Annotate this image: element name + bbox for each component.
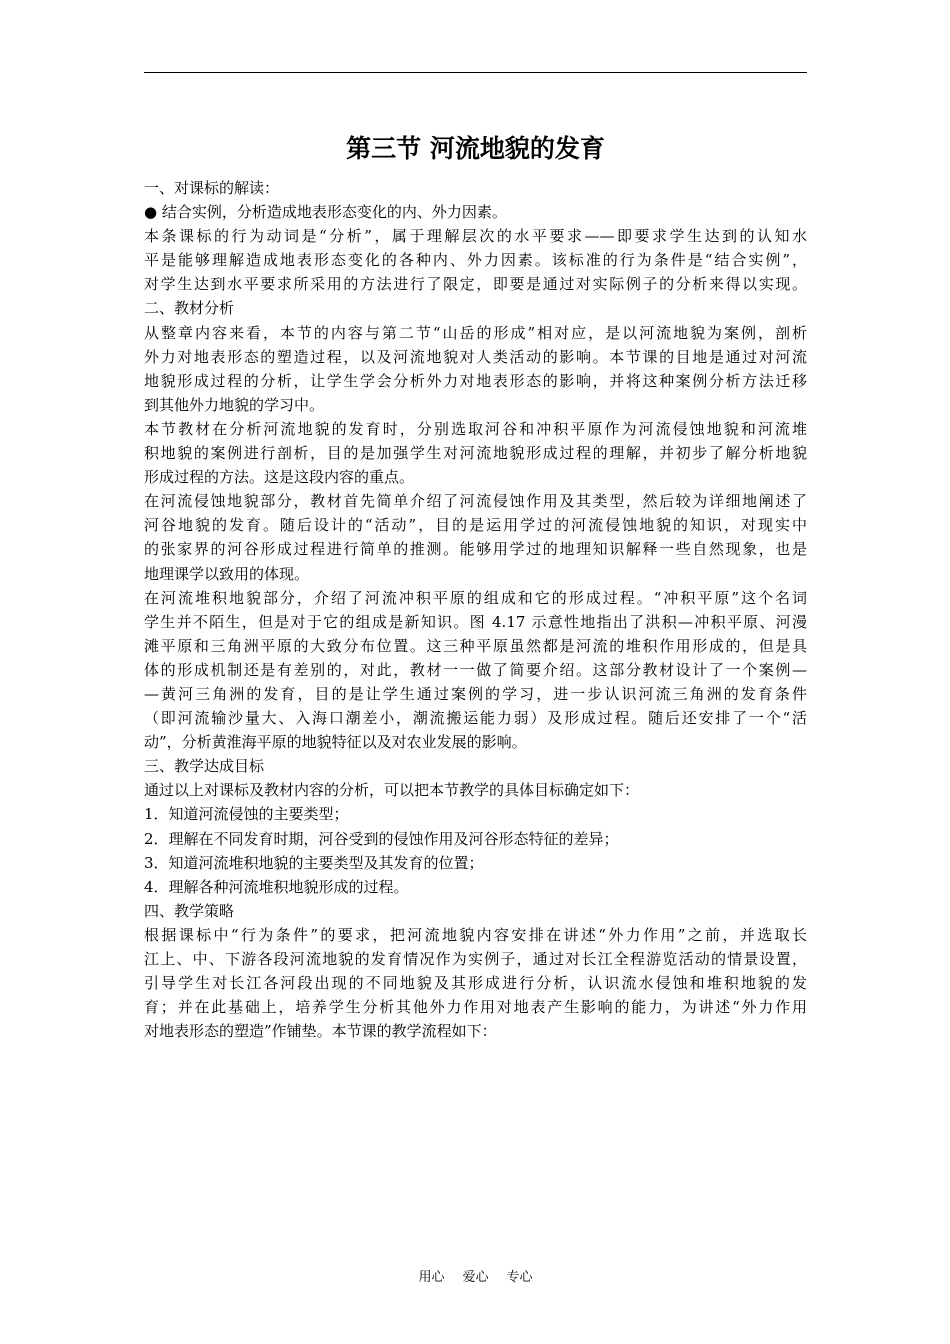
text-line: 滩平原和三角洲平原的大致分布位置。这三种平原虽然都是河流的堆积作用形成的，但是具 bbox=[144, 636, 807, 655]
text-line: 从整章内容来看，本节的内容与第二节“山岳的形成”相对应，是以河流地貌为案例，剖析 bbox=[144, 323, 807, 342]
text-line: 学生并不陌生，但是对于它的组成是新知识。图 4.17 示意性地指出了洪积—冲积平原、河漫 bbox=[144, 612, 807, 631]
page-footer bbox=[144, 1268, 807, 1288]
text-line: 外力对地表形态的塑造过程，以及河流地貌对人类活动的影响。本节课的目地是通过对河流 bbox=[144, 347, 807, 366]
text-line: 2．理解在不同发育时期，河谷受到的侵蚀作用及河谷形态特征的差异； bbox=[144, 829, 619, 848]
text-line: 地理课学以致用的体现。 bbox=[144, 564, 310, 583]
text-line: 二、教材分析 bbox=[144, 299, 235, 318]
text-line: 的张家界的河谷形成过程进行简单的推测。能够用学过的地理知识解释一些自然现象，也是 bbox=[144, 540, 807, 559]
text-line: —黄河三角洲的发育，目的是让学生通过案例的学习，进一步认识河流三角洲的发育条件 bbox=[144, 684, 807, 703]
footer-motto: 用心 bbox=[418, 1270, 445, 1285]
text-line: 积地貌的案例进行剖析，目的是加强学生对河流地貌形成过程的理解，并初步了解分析地貌 bbox=[144, 444, 807, 463]
text-line: （即河流输沙量大、入海口潮差小，潮流搬运能力弱）及形成过程。随后还安排了一个“活 bbox=[144, 709, 807, 728]
text-line: 平是能够理解造成地表形态变化的各种内、外力因素。该标准的行为条件是“结合实例”， bbox=[144, 251, 807, 270]
text-line: 在河流侵蚀地貌部分，教材首先简单介绍了河流侵蚀作用及其类型，然后较为详细地阐述了 bbox=[144, 492, 807, 511]
text-line: 到其他外力地貌的学习中。 bbox=[144, 395, 325, 414]
page-title: 第三节 河流地貌的发育 bbox=[346, 134, 605, 163]
footer-motto: 专心 bbox=[506, 1270, 533, 1285]
text-line: 江上、中、下游各段河流地貌的发育情况作为实例子，通过对长江全程游览活动的情景设置， bbox=[144, 950, 807, 968]
text-line: 引导学生对长江各河段出现的不同地貌及其形成进行分析，认识流水侵蚀和堆积地貌的发 bbox=[144, 974, 807, 993]
text-line: 形成过程的方法。这是这段内容的重点。 bbox=[144, 468, 415, 487]
text-line: 4．理解各种河流堆积地貌形成的过程。 bbox=[144, 877, 409, 896]
text-line: 育；并在此基础上，培养学生分析其他外力作用对地表产生影响的能力，为讲述“外力作用 bbox=[144, 998, 807, 1017]
document-body bbox=[144, 176, 807, 1043]
text-line: 本条课标的行为动词是“分析”，属于理解层次的水平要求——即要求学生达到的认知水 bbox=[144, 227, 807, 246]
footer-motto: 爱心 bbox=[462, 1270, 489, 1285]
text-line: 本节教材在分析河流地貌的发育时，分别选取河谷和冲积平原作为河流侵蚀地貌和河流堆 bbox=[144, 419, 807, 438]
text-line: 在河流堆积地貌部分，介绍了河流冲积平原的组成和它的形成过程。“冲积平原”这个名词 bbox=[144, 588, 807, 607]
text-line: 对学生达到水平要求所采用的方法进行了限定，即要是通过对实际例子的分析来得以实现。 bbox=[144, 275, 807, 294]
text-line: 1．知道河流侵蚀的主要类型； bbox=[144, 805, 349, 824]
text-line: 四、教学策略 bbox=[144, 901, 235, 920]
text-line: 体的形成机制还是有差别的，对此，教材一一做了简要介绍。这部分教材设计了一个案例— bbox=[144, 660, 807, 679]
text-line: 三、教学达成目标 bbox=[144, 757, 265, 776]
text-line: 河谷地貌的发育。随后设计的“活动”，目的是运用学过的河流侵蚀地貌的知识，对现实中 bbox=[144, 516, 807, 535]
header-rule bbox=[144, 72, 807, 73]
text-line: 通过以上对课标及教材内容的分析，可以把本节教学的具体目标确定如下： bbox=[144, 781, 640, 800]
text-line: 对地表形态的塑造”作铺垫。本节课的教学流程如下： bbox=[144, 1022, 497, 1041]
text-line: 一、对课标的解读： bbox=[144, 179, 280, 197]
text-line: 根据课标中“行为条件”的要求，把河流地貌内容安排在讲述“外力作用”之前，并选取长 bbox=[144, 925, 807, 944]
text-line: 地貌形成过程的分析，让学生学会分析外力对地表形态的影响，并将这种案例分析方法迁移 bbox=[144, 371, 807, 390]
text-line: 3．知道河流堆积地貌的主要类型及其发育的位置； bbox=[144, 853, 484, 872]
text-line: ● 结合实例，分析造成地表形态变化的内、外力因素。 bbox=[144, 203, 507, 222]
text-line: 动”，分析黄淮海平原的地貌特征以及对农业发展的影响。 bbox=[144, 733, 527, 752]
